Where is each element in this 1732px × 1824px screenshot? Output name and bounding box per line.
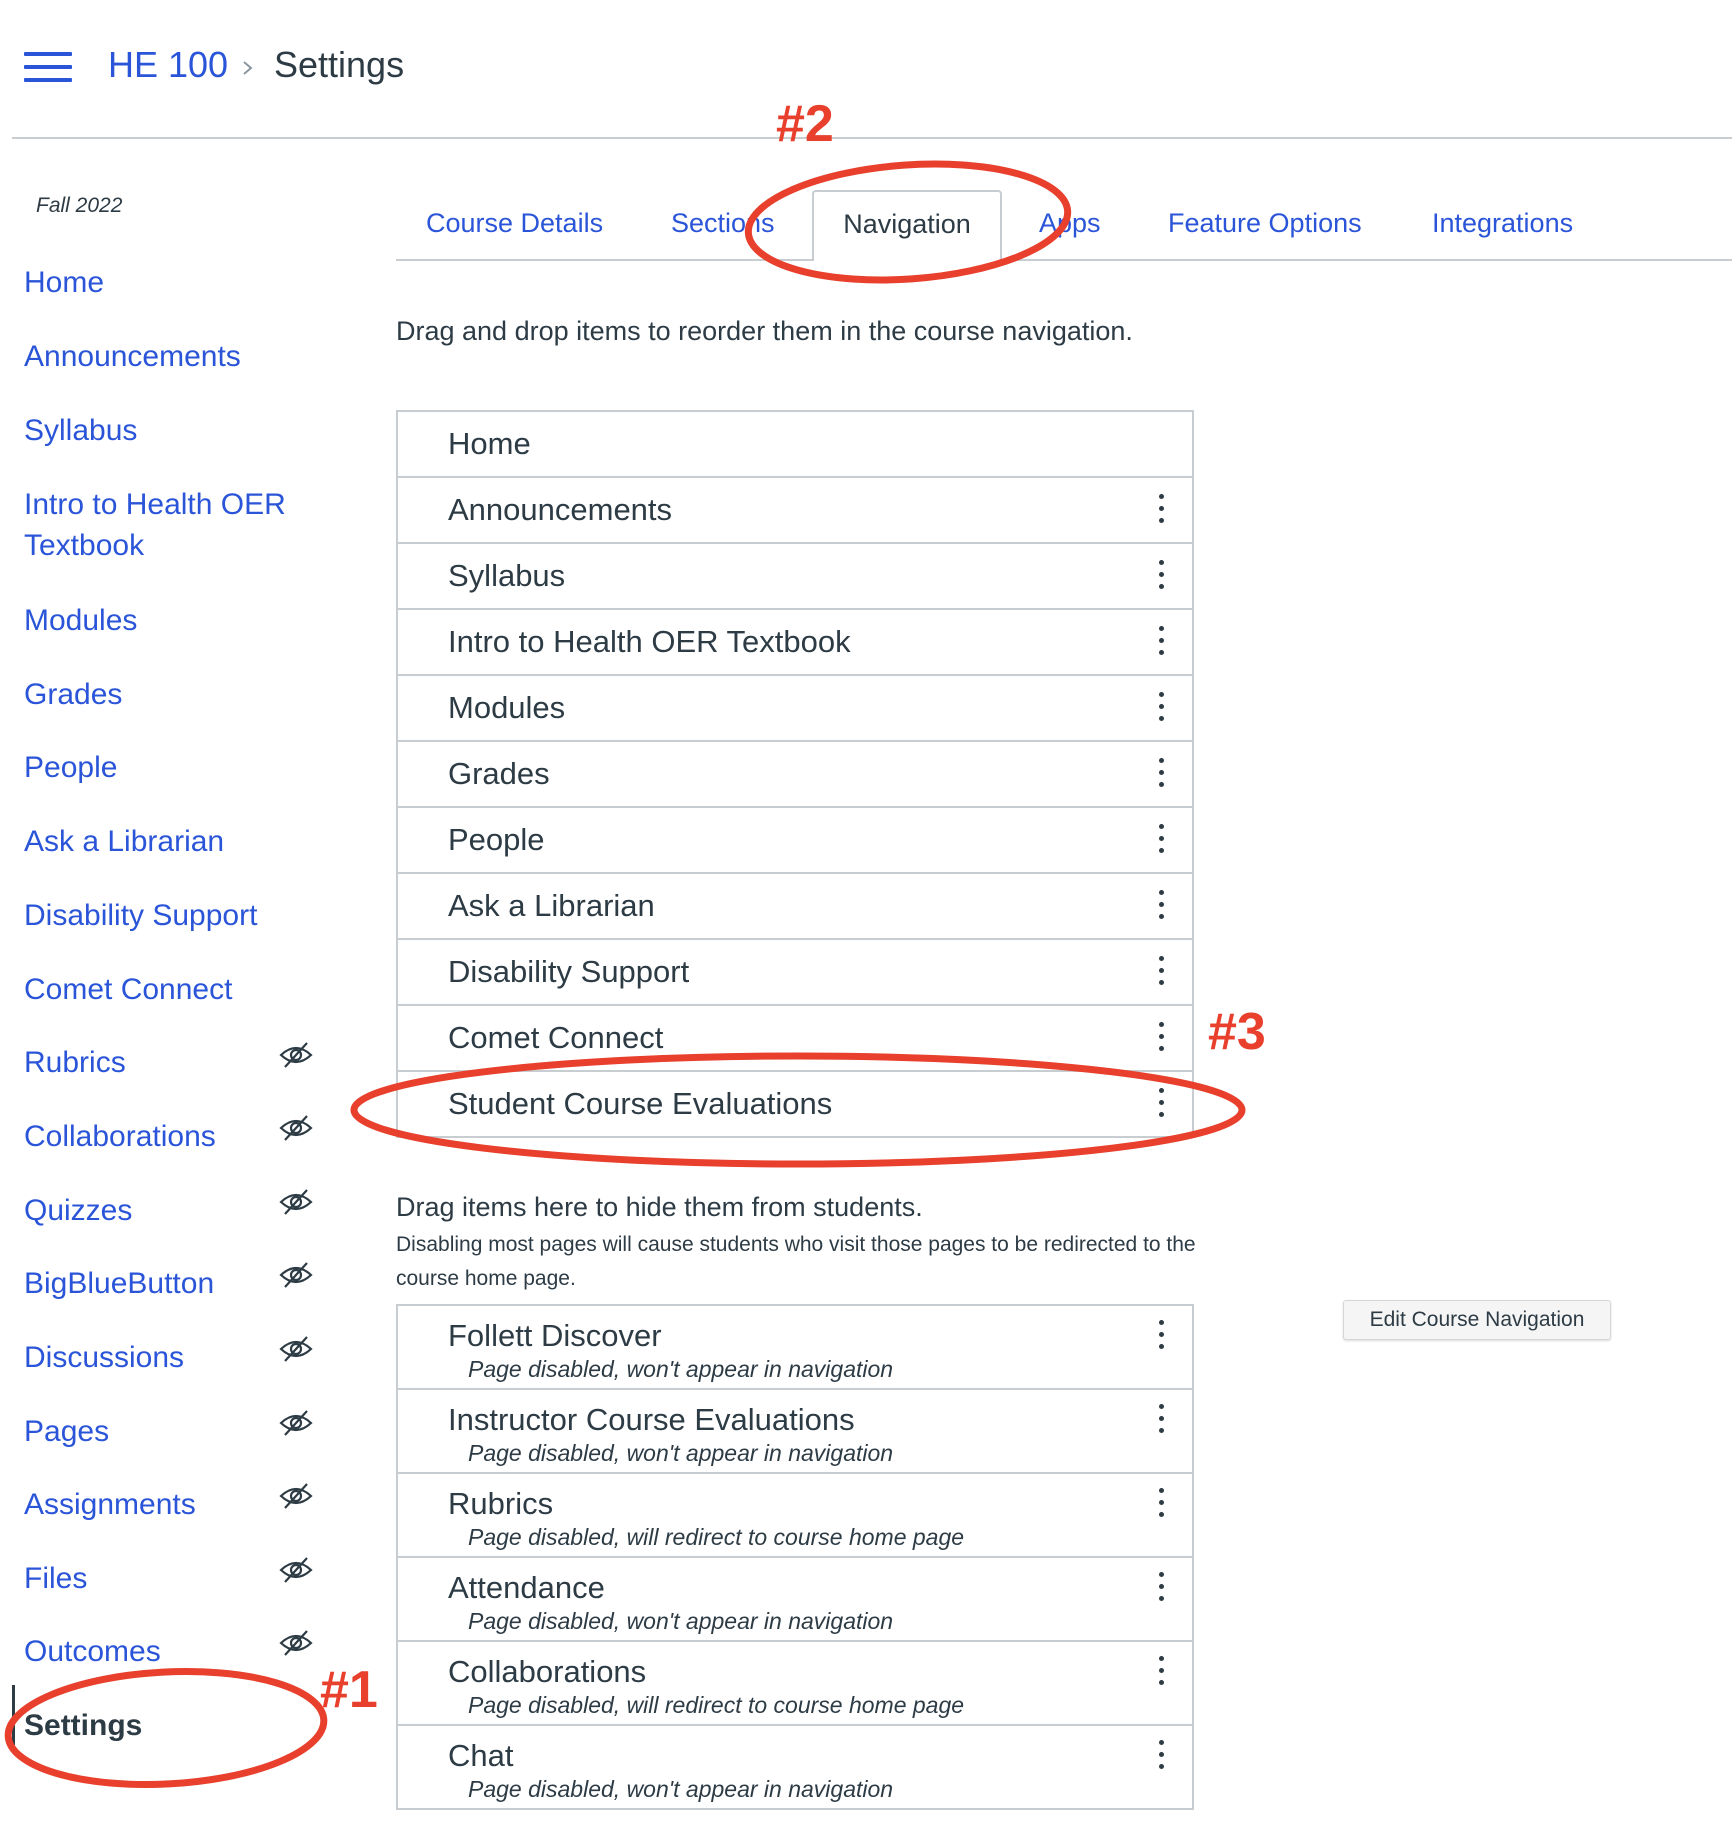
annotation-label-2: #2	[776, 95, 834, 153]
nav-item-comet-connect[interactable]	[398, 1006, 1192, 1072]
disabled-item-note: Page disabled, will redirect to course home page	[468, 1692, 965, 1718]
kebab-menu-icon[interactable]	[1154, 1320, 1168, 1354]
nav-item-label: Syllabus	[448, 558, 566, 593]
disabled-nav-list	[396, 1304, 1194, 1810]
disabled-item-label: Collaborations	[448, 1654, 647, 1689]
nav-item-label: Modules	[448, 690, 566, 725]
sidebar-item-ask-a-librarian[interactable]: Ask a Librarian	[24, 825, 225, 858]
nav-item-announcements[interactable]	[398, 478, 1192, 544]
sidebar-item-home[interactable]: Home	[24, 266, 105, 299]
disabled-item-note: Page disabled, won't appear in navigation	[468, 1440, 894, 1466]
active-indicator	[12, 1685, 15, 1745]
nav-item-people[interactable]	[398, 808, 1192, 874]
kebab-menu-icon[interactable]	[1154, 758, 1168, 792]
sidebar-item-people[interactable]: People	[24, 751, 118, 784]
nav-item-student-course-evaluations[interactable]	[398, 1072, 1192, 1136]
eye-slash-icon	[278, 1187, 314, 1217]
sidebar-item-pages[interactable]: Pages	[24, 1415, 110, 1448]
hidden-items-subtitle: Disabling most pages will cause students who visit those pages to be redirected to the course home page.	[396, 1233, 1196, 1290]
kebab-menu-icon[interactable]	[1154, 890, 1168, 924]
eye-slash-icon	[278, 1040, 314, 1070]
nav-item-label: Intro to Health OER Textbook	[448, 624, 851, 659]
kebab-menu-icon[interactable]	[1154, 1404, 1168, 1438]
disabled-item-label: Instructor Course Evaluations	[448, 1402, 855, 1437]
breadcrumb-course-link[interactable]: HE 100	[108, 44, 229, 85]
disabled-item-label: Attendance	[448, 1570, 605, 1605]
disabled-item-instructor-course-evaluations[interactable]	[398, 1390, 1192, 1474]
disabled-item-label: Follett Discover	[448, 1318, 662, 1353]
sidebar-item-textbook[interactable]: Intro to Health OER Textbook	[24, 488, 286, 562]
disabled-item-note: Page disabled, won't appear in navigation	[468, 1356, 894, 1382]
sidebar-item-comet-connect[interactable]: Comet Connect	[24, 973, 233, 1006]
kebab-menu-icon[interactable]	[1154, 1740, 1168, 1774]
nav-item-syllabus[interactable]	[398, 544, 1192, 610]
sidebar-item-files[interactable]: Files	[24, 1562, 88, 1595]
sidebar-item-announcements[interactable]: Announcements	[24, 340, 241, 373]
disabled-item-follett-discover[interactable]	[398, 1306, 1192, 1390]
nav-item-ask-a-librarian[interactable]	[398, 874, 1192, 940]
sidebar-item-quizzes[interactable]: Quizzes	[24, 1194, 133, 1227]
disabled-item-attendance[interactable]	[398, 1558, 1192, 1642]
sidebar-item-syllabus[interactable]: Syllabus	[24, 414, 138, 447]
nav-item-disability-support[interactable]	[398, 940, 1192, 1006]
nav-item-label: Student Course Evaluations	[448, 1086, 833, 1121]
disabled-item-chat[interactable]	[398, 1726, 1192, 1810]
nav-item-label: Home	[448, 426, 531, 461]
breadcrumb-current: Settings	[274, 44, 405, 85]
tab-feature-options[interactable]: Feature Options	[1168, 208, 1362, 238]
kebab-menu-icon[interactable]	[1154, 1088, 1168, 1122]
disabled-item-collaborations[interactable]	[398, 1642, 1192, 1726]
sidebar-item-collaborations[interactable]: Collaborations	[24, 1120, 216, 1153]
sidebar-item-grades[interactable]: Grades	[24, 678, 123, 711]
kebab-menu-icon[interactable]	[1154, 824, 1168, 858]
disabled-item-label: Chat	[448, 1738, 514, 1773]
kebab-menu-icon[interactable]	[1154, 956, 1168, 990]
term-label: Fall 2022	[36, 194, 123, 217]
sidebar-item-outcomes[interactable]: Outcomes	[24, 1635, 161, 1668]
nav-item-label: Comet Connect	[448, 1020, 664, 1055]
eye-slash-icon	[278, 1408, 314, 1438]
nav-item-textbook[interactable]	[398, 610, 1192, 676]
annotation-label-1: #1	[320, 1661, 378, 1719]
sidebar-item-discussions[interactable]: Discussions	[24, 1341, 185, 1374]
kebab-menu-icon[interactable]	[1154, 1488, 1168, 1522]
annotation-label-3: #3	[1208, 1003, 1266, 1061]
nav-item-grades[interactable]	[398, 742, 1192, 808]
sidebar-item-rubrics[interactable]: Rubrics	[24, 1046, 126, 1079]
kebab-menu-icon[interactable]	[1154, 1572, 1168, 1606]
sidebar-item-assignments[interactable]: Assignments	[24, 1488, 196, 1521]
kebab-menu-icon[interactable]	[1154, 560, 1168, 594]
nav-item-home	[398, 412, 1192, 478]
nav-item-label: Announcements	[448, 492, 673, 527]
tab-integrations[interactable]: Integrations	[1432, 208, 1574, 238]
tab-sections[interactable]: Sections	[671, 208, 775, 238]
eye-slash-icon	[278, 1628, 314, 1658]
eye-slash-icon	[278, 1555, 314, 1585]
hidden-items-title: Drag items here to hide them from students.	[396, 1192, 923, 1222]
sidebar-item-disability-support[interactable]: Disability Support	[24, 899, 258, 932]
nav-item-modules[interactable]	[398, 676, 1192, 742]
reorder-instructions: Drag and drop items to reorder them in the course navigation.	[396, 316, 1133, 346]
tab-course-details[interactable]: Course Details	[426, 208, 604, 238]
disabled-item-rubrics[interactable]	[398, 1474, 1192, 1558]
tab-apps[interactable]: Apps	[1039, 208, 1101, 238]
kebab-menu-icon[interactable]	[1154, 1022, 1168, 1056]
sidebar-item-settings[interactable]: Settings	[24, 1709, 143, 1742]
enabled-nav-list	[396, 410, 1194, 1138]
sidebar-item-modules[interactable]: Modules	[24, 604, 138, 637]
chevron-right-icon	[240, 56, 256, 80]
kebab-menu-icon[interactable]	[1154, 692, 1168, 726]
sidebar-item-bigbluebutton[interactable]: BigBlueButton	[24, 1267, 215, 1300]
eye-slash-icon	[278, 1481, 314, 1511]
nav-item-label: People	[448, 822, 545, 857]
nav-item-label: Grades	[448, 756, 550, 791]
tabs-divider	[396, 259, 1732, 261]
hamburger-menu-icon[interactable]	[24, 52, 72, 86]
eye-slash-icon	[278, 1260, 314, 1290]
kebab-menu-icon[interactable]	[1154, 494, 1168, 528]
disabled-item-label: Rubrics	[448, 1486, 554, 1521]
header-divider	[12, 137, 1732, 139]
kebab-menu-icon[interactable]	[1154, 626, 1168, 660]
edit-course-navigation-button[interactable]: Edit Course Navigation	[1343, 1300, 1611, 1340]
eye-slash-icon	[278, 1334, 314, 1364]
disabled-item-note: Page disabled, won't appear in navigation	[468, 1608, 894, 1634]
disabled-item-note: Page disabled, will redirect to course home page	[468, 1524, 965, 1550]
nav-item-label: Ask a Librarian	[448, 888, 655, 923]
tab-navigation[interactable]: Navigation	[812, 190, 1002, 261]
nav-item-label: Disability Support	[448, 954, 690, 989]
kebab-menu-icon[interactable]	[1154, 1656, 1168, 1690]
eye-slash-icon	[278, 1113, 314, 1143]
disabled-item-note: Page disabled, won't appear in navigation	[468, 1776, 894, 1802]
